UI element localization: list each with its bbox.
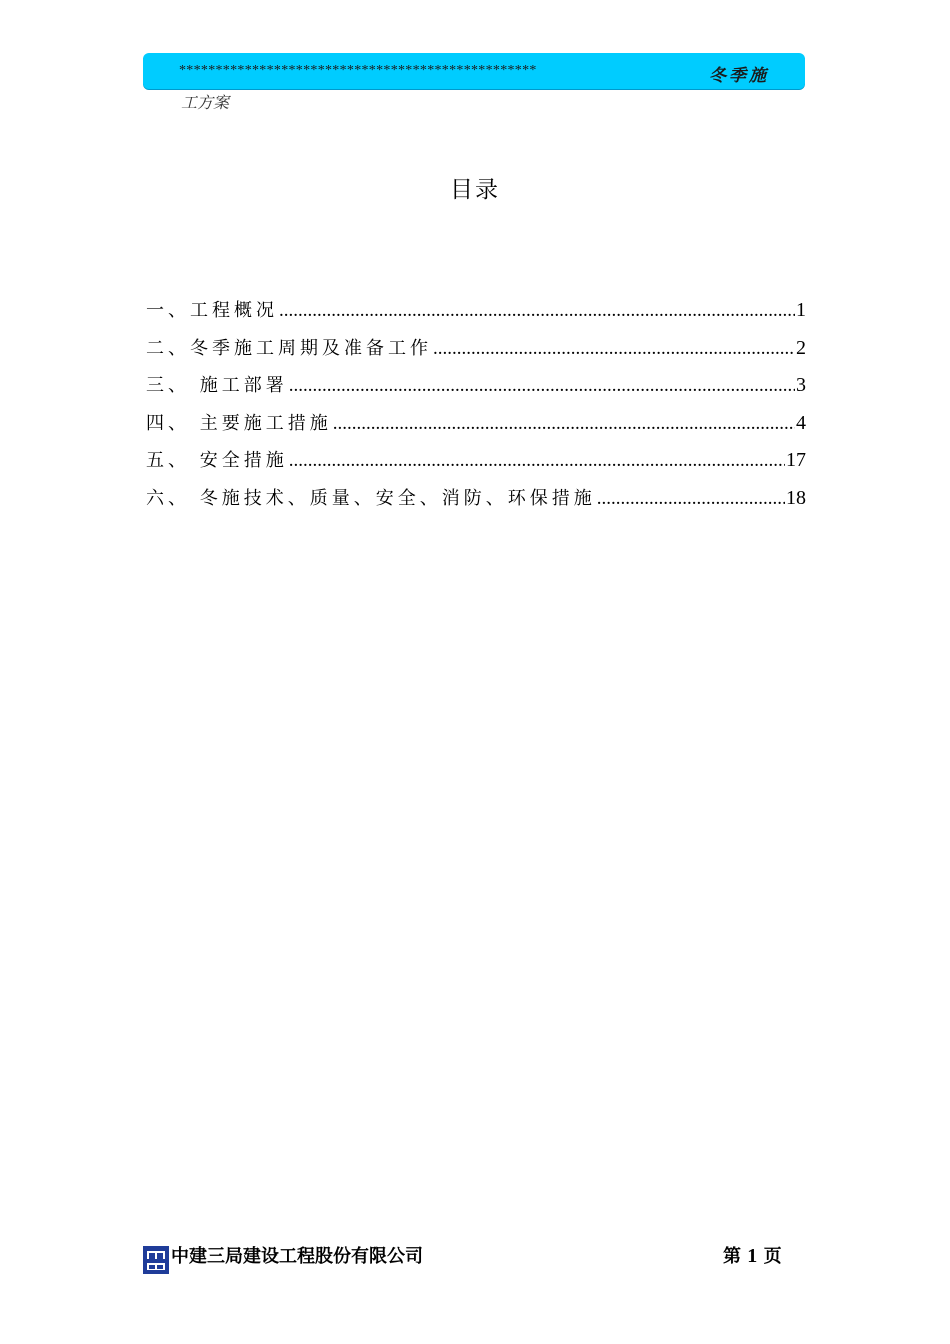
toc-entry-label: 四、 主要施工措施 (146, 412, 332, 434)
header-banner (143, 53, 805, 89)
toc-entry-label: 六、 冬施技术、质量、安全、消防、环保措施 (146, 487, 596, 509)
company-logo-icon (143, 1246, 169, 1274)
toc-leader-dots (597, 488, 785, 510)
toc-leader-dots (433, 338, 795, 360)
toc-entry[interactable] (146, 409, 806, 447)
toc-entry-label: 三、 施工部署 (146, 375, 288, 396)
toc-entry-page: 17 (786, 449, 806, 471)
header-title-continuation: 工方案 (181, 93, 230, 112)
toc-leader-dots (289, 450, 785, 472)
toc-entry[interactable] (146, 446, 806, 484)
toc-entry-label: 一、工程概况 (146, 300, 278, 321)
toc-leader-dots (289, 375, 795, 397)
footer-page-number (723, 1242, 782, 1268)
toc-entry-label: 五、 安全措施 (146, 450, 288, 471)
header-title: 冬季施 (709, 66, 769, 86)
toc-entry[interactable] (146, 334, 806, 372)
toc-entry-page: 1 (796, 299, 806, 321)
page-suffix: 页 (763, 1246, 782, 1267)
toc-entry[interactable] (146, 296, 806, 334)
toc-entry-page: 2 (796, 336, 806, 359)
toc-entry-label: 二、冬季施工周期及准备工作 (146, 337, 432, 359)
toc-leader-dots (333, 413, 795, 435)
toc-entry-page: 4 (796, 411, 806, 434)
toc-title: 目录 (450, 177, 500, 203)
toc-entry-page: 18 (786, 486, 806, 509)
toc-leader-dots (279, 300, 795, 322)
toc-entry[interactable] (146, 371, 806, 409)
toc-list (146, 296, 806, 521)
page-number: 1 (747, 1245, 758, 1267)
footer-company-name: 中建三局建设工程股份有限公司 (171, 1246, 423, 1267)
page-prefix: 第 (723, 1246, 741, 1267)
header-stars: ************************************************* (179, 63, 537, 78)
toc-entry-page: 3 (796, 374, 806, 396)
toc-entry[interactable] (146, 484, 806, 522)
